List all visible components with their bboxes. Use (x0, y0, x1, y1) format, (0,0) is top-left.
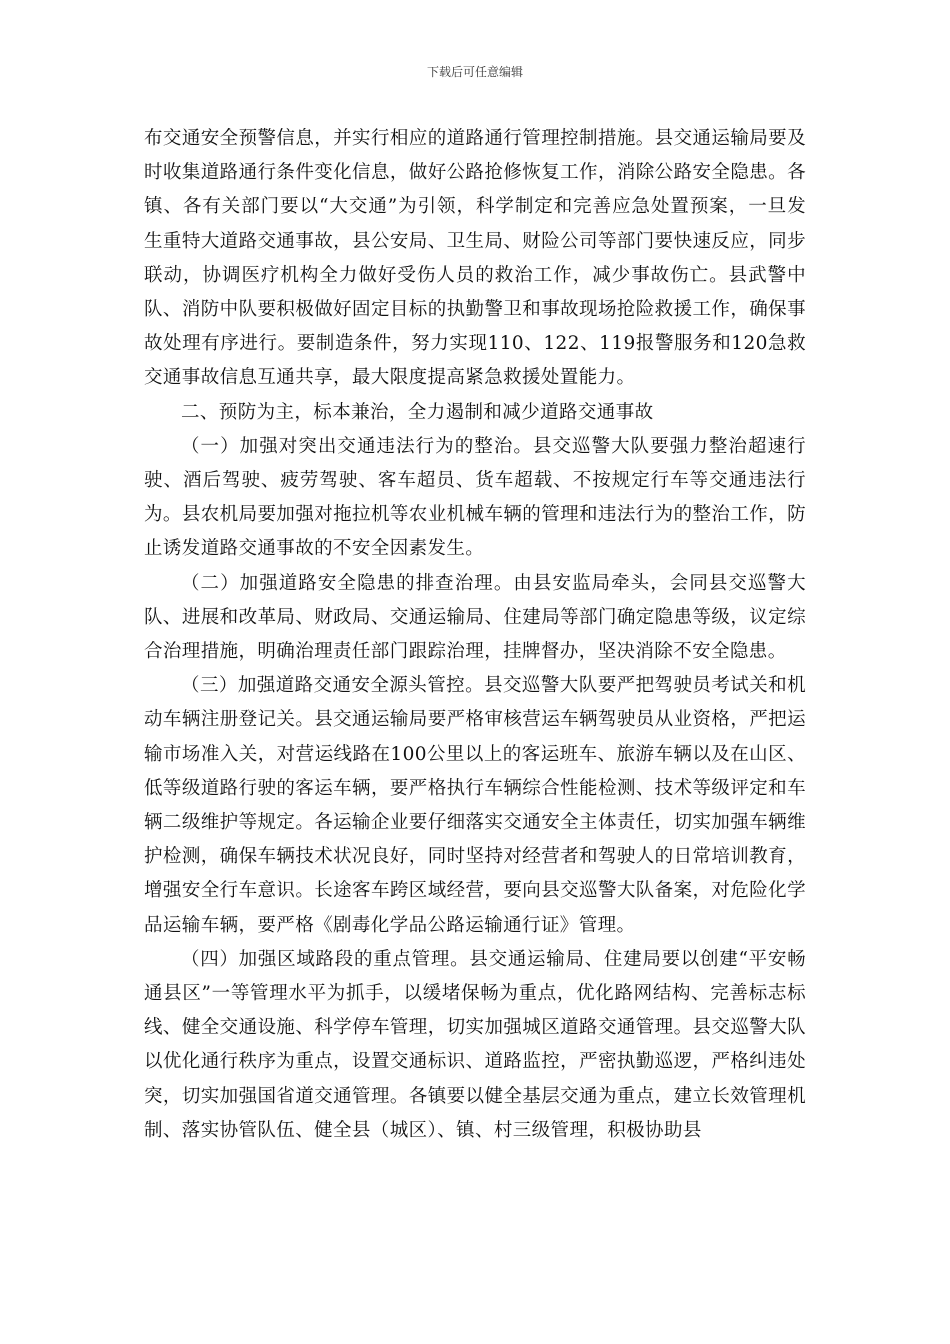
page-header: 下载后可任意编辑 (426, 65, 523, 79)
paragraph-item-3: （三）加强道路交通安全源头管控。县交巡警大队要严把驾驶员考试关和机动车辆注册登记关。县交通运输局要严格审核营运车辆驾驶员从业资格，严把运输市场准入关，对营运线路在100公里以上的客运班车、旅游车辆以及在山区、低等级道路行驶的客运车辆，要严格执行车辆综合性能检测、技术等级评定和车辆二级维护等规定。各运输企业要仔细落实交通安全主体责任，切实加强车辆维护检测，确保车辆技术状况良好，同时坚持对经营者和驾驶人的日常培训教育，增强安全行车意识。长途客车跨区域经营，要向县交巡警大队备案，对危险化学品运输车辆，要严格《剧毒化学品公路运输通行证》管理。 (144, 675, 806, 936)
paragraph-item-4: （四）加强区域路段的重点管理。县交通运输局、住建局要以创建“平安畅通县区”一等管理水平为抓手，以缓堵保畅为重点，优化路网结构、完善标志标线、健全交通设施、科学停车管理，切实加强城区道路交通管理。县交巡警大队以优化通行秩序为重点，设置交通标识、道路监控，严密执勤巡逻，严格纠违处突，切实加强国省道交通管理。各镇要以健全基层交通为重点，建立长效管理机制、落实协管队伍、健全县（城区）、镇、村三级管理，积极协助县 (144, 948, 806, 1141)
section-heading: 二、预防为主，标本兼治，全力遏制和减少道路交通事故 (181, 401, 654, 423)
paragraph-item-1: （一）加强对突出交通违法行为的整治。县交巡警大队要强力整治超速行驶、酒后驾驶、疲劳驾驶、客车超员、货车超载、不按规定行车等交通违法行为。县农机局要加强对拖拉机等农业机械车辆的管理和违法行为的整治工作，防止诱发道路交通事故的不安全因素发生。 (144, 435, 806, 560)
paragraph-continuation: 布交通安全预警信息，并实行相应的道路通行管理控制措施。县交通运输局要及时收集道路通行条件变化信息，做好公路抢修恢复工作，消除公路安全隐患。各镇、各有关部门要以“大交通”为引领，科学制定和完善应急处置预案，一旦发生重特大道路交通事故，县公安局、卫生局、财险公司等部门要快速反应，同步联动，协调医疗机构全力做好受伤人员的救治工作，减少事故伤亡。县武警中队、消防中队要积极做好固定目标的执勤警卫和事故现场抢险救援工作，确保事故处理有序进行。要制造条件，努力实现110、122、119报警服务和120急救交通事故信息互通共享，最大限度提高紧急救援处置能力。 (144, 128, 806, 389)
document-body (144, 122, 806, 1148)
paragraph-item-2: （二）加强道路安全隐患的排查治理。由县安监局牵头，会同县交巡警大队、进展和改革局、财政局、交通运输局、住建局等部门确定隐患等级，议定综合治理措施，明确治理责任部门跟踪治理，挂牌督办，坚决消除不安全隐患。 (144, 572, 806, 663)
